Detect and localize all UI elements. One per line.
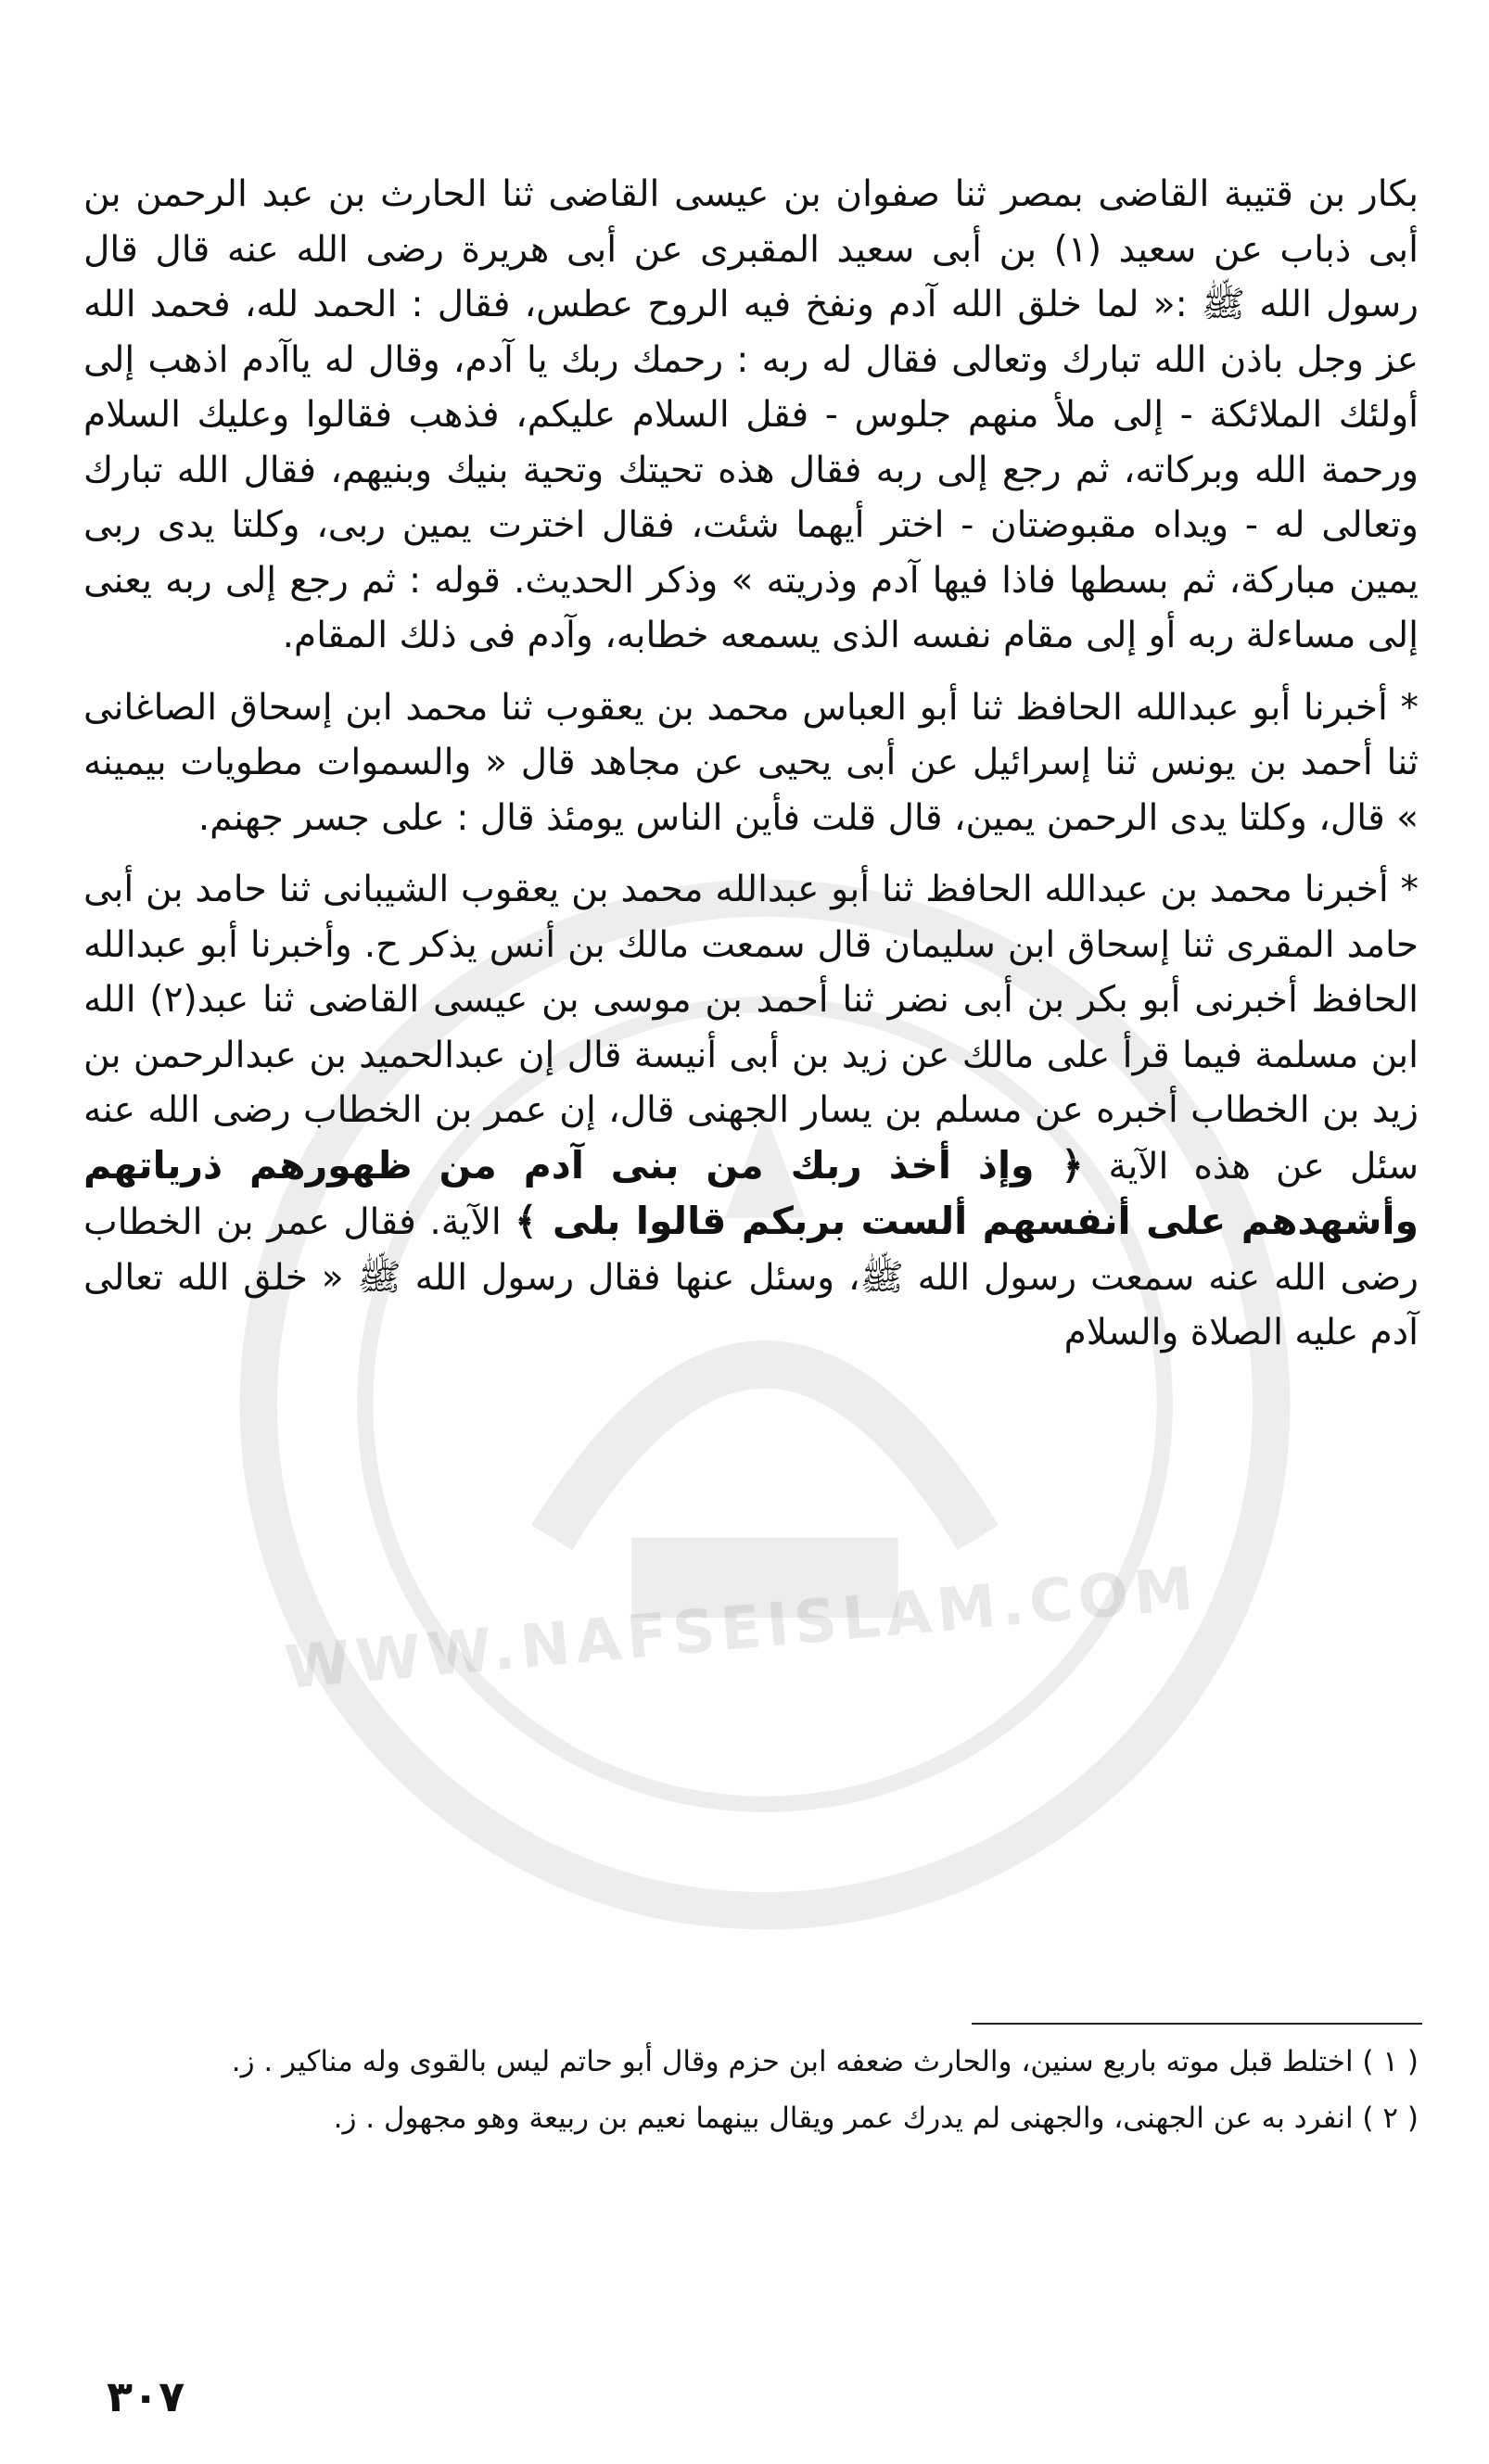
footnote-1: ( ١ ) اختلط قبل موته باربع سنين، والحارث ضعفه ابن حزم وقال أبو حاتم ليس بالقوى وله مناكير . ز. bbox=[231, 2045, 1419, 2078]
narration-chain-text: * أخبرنا محمد بن عبدالله الحافظ ثنا أبو عبدالله محمد بن يعقوب الشيبانى ثنا حامد بن أبى حامد المقرى ثنا إسحاق ابن سليمان قال سمعت مالك بن أنس يذكر ح. وأخبرنا أبو عبدالله الحافظ أخبرنى أبو بكر بن أبى نضر ثنا أحمد بن موسى بن عيسى القاضى ثنا عبد(٢) الله ابن مسلمة فيما قرأ على مالك عن زيد بن أبى أنيسة قال إن عبدالحميد بن عبدالرحمن بن زيد بن الخطاب أخبره عن مسلم بن يسار الجهنى قال، إن عمر بن الخطاب رضى الله عنه سئل عن هذه الآية bbox=[83, 869, 1419, 1188]
footnotes bbox=[102, 2038, 1419, 2151]
main-text bbox=[83, 167, 1419, 1361]
paragraph-mujahid-narration: * أخبرنا أبو عبدالله الحافظ ثنا أبو العباس محمد بن يعقوب ثنا محمد ابن إسحاق الصاغانى ثنا أحمد بن يونس ثنا إسرائيل عن أبى يحيى عن مجاهد قال « والسموات مطويات بيمينه » قال، وكلتا يدى الرحمن يمين، قال قلت فأين الناس يومئذ قال : على جسر جهنم. bbox=[83, 686, 1419, 839]
paragraph-umar-narration bbox=[83, 862, 1419, 1361]
watermark-url: WWW.NAFSEISLAM.COM bbox=[282, 1555, 1202, 1703]
footnote-2: ( ٢ ) انفرد به عن الجهنى، والجهنى لم يدرك عمر ويقال بينهما نعيم بن ربيعة وهو مجهول . ز. bbox=[333, 2102, 1419, 2135]
narration-continuation-text: الآية. فقال عمر بن الخطاب رضى الله عنه سمعت رسول الله ﷺ، وسئل عنها فقال رسول الله ﷺ « خلق الله تعالى آدم عليه الصلاة والسلام bbox=[83, 1201, 1419, 1353]
footnote-divider bbox=[972, 2023, 1422, 2025]
quran-verse: ﴿ وإذ أخذ ربك من بنى آدم من ظهورهم ذرياتهم وأشهدهم على أنفسهم ألست بربكم قالوا بلى ﴾ bbox=[83, 1142, 1419, 1243]
page-number: ٣٠٧ bbox=[107, 2371, 185, 2421]
paragraph-hadith-adam-sneeze: بكار بن قتيبة القاضى بمصر ثنا صفوان بن عيسى القاضى ثنا الحارث بن عبد الرحمن بن أبى ذباب عن سعيد (١) بن أبى سعيد المقبرى عن أبى هريرة رضى الله عنه قال قال رسول الله ﷺ :« لما خلق الله آدم ونفخ فيه الروح عطس، فقال : الحمد لله، فحمد الله عز وجل باذن الله تبارك وتعالى فقال له ربه : رحمك ربك يا آدم، وقال له ياآدم اذهب إلى أولئك الملائكة - إلى ملأ منهم جلوس - فقل السلام عليكم، فذهب فقالوا وعليك السلام ورحمة الله وبركاته، ثم رجع إلى ربه فقال هذه تحيتك وتحية بنيك وبنيهم، فقال الله تبارك وتعالى له - ويداه مقبوضتان - اختر أيهما شئت، فقال اخترت يمين ربى، وكلتا يدى ربى يمين مباركة، ثم بسطها فاذا فيها آدم وذريته » وذكر الحديث. قوله : ثم رجع إلى ربه يعنى إلى مساءلة ربه أو إلى مقام نفسه الذى يسمعه خطابه، وآدم فى ذلك المقام. bbox=[83, 173, 1419, 656]
